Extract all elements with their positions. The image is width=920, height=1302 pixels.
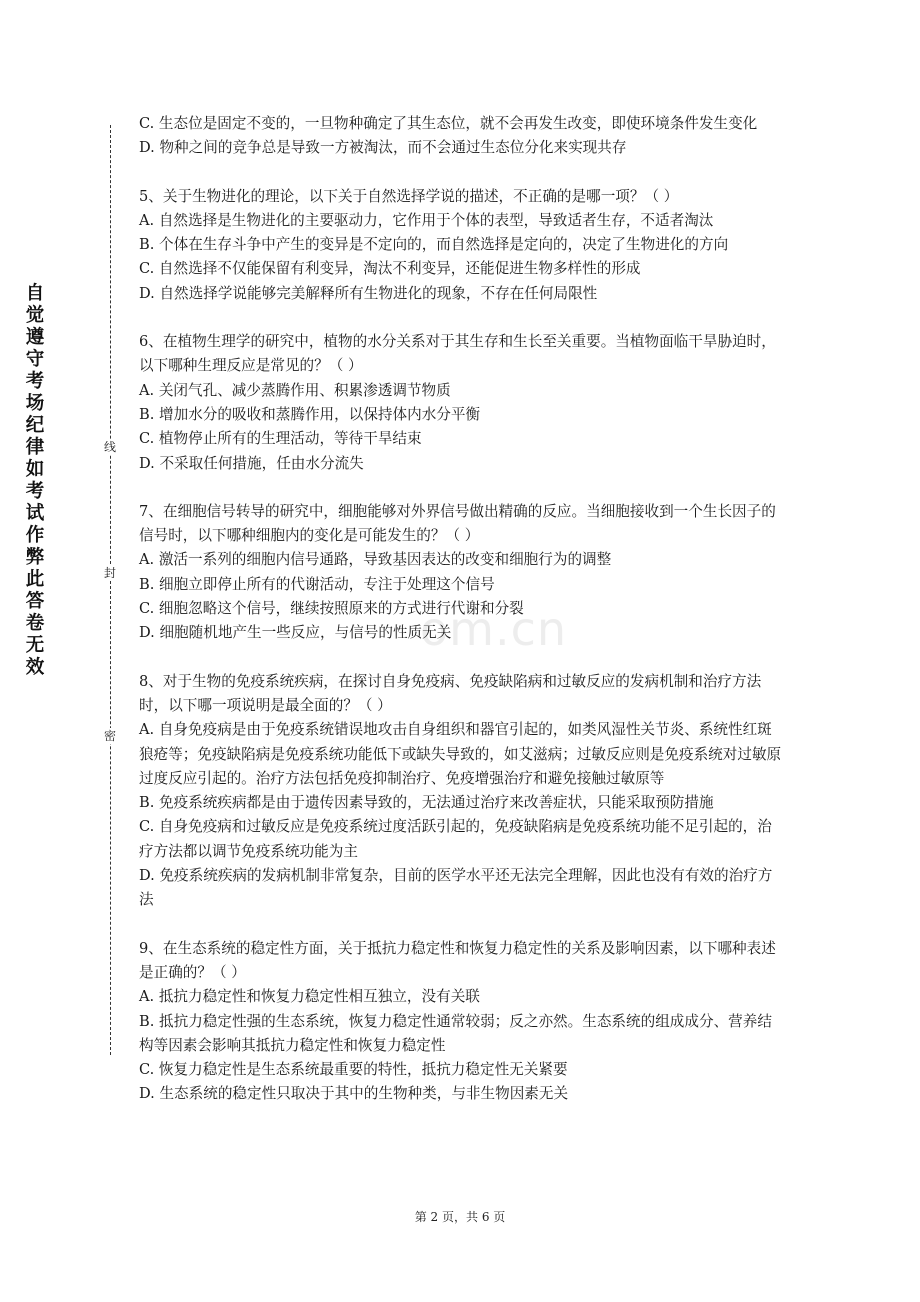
- option-d: D. 自然选择学说能够完美解释所有生物进化的现象，不存在任何局限性: [139, 284, 598, 302]
- option-c: C. 植物停止所有的生理活动，等待干旱结束: [139, 430, 422, 448]
- question-stem: 9、在生态系统的稳定性方面，关于抵抗力稳定性和恢复力稳定性的关系及影响因素，以下哪种表述是正确的？（ ）: [139, 939, 776, 981]
- option-b: B. 细胞立即停止所有的代谢活动，专注于处理这个信号: [139, 575, 495, 593]
- question-7: [139, 500, 784, 646]
- option-c: C. 细胞忽略这个信号，继续按照原来的方式进行代谢和分裂: [139, 600, 524, 618]
- option-b: B. 抵抗力稳定性强的生态系统，恢复力稳定性通常较弱；反之亦然。生态系统的组成成分、营养结构等因素会影响其抵抗力稳定性和恢复力稳定性: [139, 1012, 772, 1054]
- option-c: C. 恢复力稳定性是生态系统最重要的特性，抵抗力稳定性无关紧要: [139, 1061, 568, 1079]
- option-d: D. 生态系统的稳定性只取决于其中的生物种类，与非生物因素无关: [139, 1085, 569, 1103]
- question-6: [139, 330, 784, 476]
- question-stem: 8、对于生物的免疫系统疾病，在探讨自身免疫病、免疫缺陷病和过敏反应的发病机制和治疗方法时，以下哪一项说明是最全面的？（ ）: [139, 672, 762, 714]
- option-d: D. 免疫系统疾病的发病机制非常复杂，目前的医学水平还无法完全理解，因此也没有有效的治疗方法: [139, 867, 773, 909]
- binding-cut-line: [110, 125, 111, 1055]
- option-a: A. 自身免疫病是由于免疫系统错误地攻击自身组织和器官引起的，如类风湿性关节炎、系统性红斑狼疮等；免疫缺陷病是免疫系统功能低下或缺失导致的，如艾滋病；过敏反应则是免疫系统对过敏原过度反应引起的。治疗方法包括免疫抑制治疗、免疫增强治疗和避免接触过敏原等: [139, 721, 782, 787]
- exam-discipline-notice: 自觉遵守考场纪律如考试作弊此答卷无效: [25, 283, 45, 678]
- binding-label-feng: 封: [101, 565, 119, 581]
- option-d: D. 不采取任何措施，任由水分流失: [139, 454, 364, 472]
- option-a: A. 自然选择是生物进化的主要驱动力，它作用于个体的表型，导致适者生存，不适者淘汰: [139, 211, 714, 229]
- watermark-text: om.cn: [420, 602, 568, 656]
- question-stem: 7、在细胞信号转导的研究中，细胞能够对外界信号做出精确的反应。当细胞接收到一个生长因子的信号时，以下哪种细胞内的变化是可能发生的？（ ）: [139, 502, 776, 545]
- question-stem: 5、关于生物进化的理论，以下关于自然选择学说的描述，不正确的是哪一项？（ ）: [139, 187, 679, 205]
- question-list: [139, 112, 784, 1107]
- binding-label-xian: 线: [101, 439, 119, 455]
- question-5: [139, 185, 784, 306]
- option-b: B. 增加水分的吸收和蒸腾作用，以保持体内水分平衡: [139, 405, 481, 423]
- option-c: C. 自身免疫病和过敏反应是免疫系统过度活跃引起的，免疫缺陷病是免疫系统功能不足引起的，治疗方法都以调节免疫系统功能为主: [139, 818, 772, 860]
- option-a: A. 关闭气孔、减少蒸腾作用、积累渗透调节物质: [139, 381, 451, 399]
- option-b: B. 个体在生存斗争中产生的变异是不定向的，而自然选择是定向的，决定了生物进化的方向: [139, 236, 729, 254]
- option-a: A. 激活一系列的细胞内信号通路，导致基因表达的改变和细胞行为的调整: [139, 551, 612, 569]
- option-a: A. 抵抗力稳定性和恢复力稳定性相互独立，没有关联: [139, 988, 480, 1006]
- option-b: B. 免疫系统疾病都是由于遗传因素导致的，无法通过治疗来改善症状，只能采取预防措施: [139, 794, 714, 812]
- option-d: D. 细胞随机地产生一些反应，与信号的性质无关: [139, 624, 452, 642]
- question-9: [139, 937, 784, 1107]
- binding-label-mi: 密: [101, 728, 119, 744]
- option-c: C. 生态位是固定不变的，一旦物种确定了其生态位，就不会再发生改变，即使环境条件发生变化: [139, 115, 758, 132]
- option-d: D. 物种之间的竞争总是导致一方被淘汰，而不会通过生态位分化来实现共存: [139, 139, 627, 157]
- question-8: [139, 670, 784, 913]
- question-stem: 6、在植物生理学的研究中，植物的水分关系对于其生存和生长至关重要。当植物面临干旱胁迫时，以下哪种生理反应是常见的？（ ）: [139, 333, 776, 375]
- option-c: C. 自然选择不仅能保留有利变异，淘汰不利变异，还能促进生物多样性的形成: [139, 260, 641, 278]
- question-4-continued: [139, 112, 784, 161]
- page-footer: 第 2 页，共 6 页: [414, 1210, 506, 1224]
